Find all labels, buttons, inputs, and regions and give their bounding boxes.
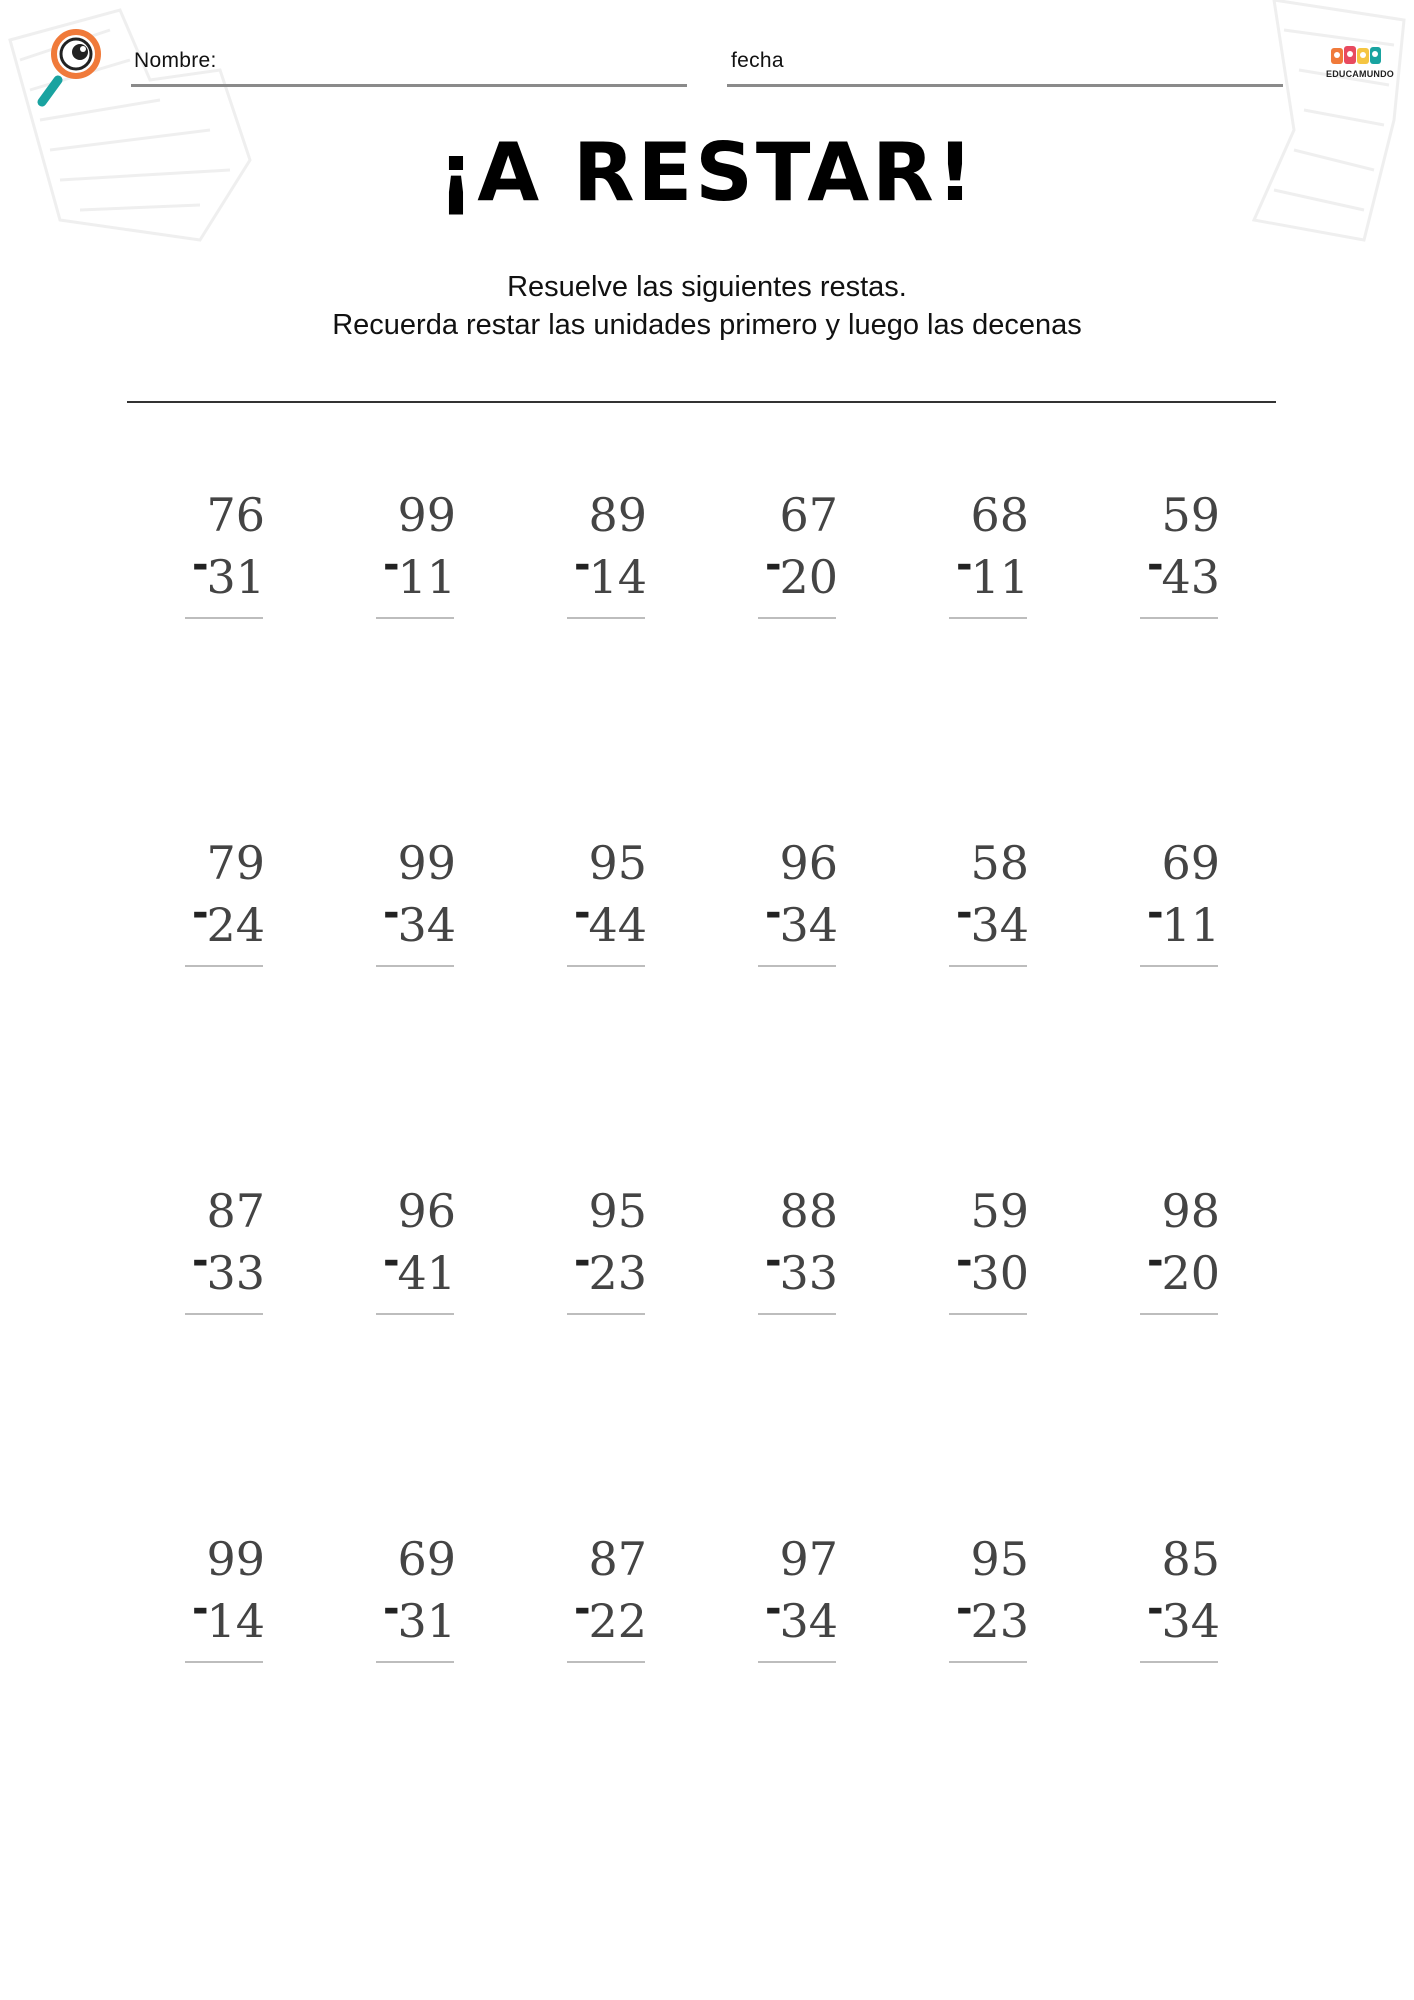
subtrahend: 23: [588, 1246, 647, 1300]
subtraction-problem: [748, 1183, 858, 1323]
subtraction-problem: [557, 835, 667, 975]
minuend: 99: [206, 1532, 265, 1586]
subtrahend: 31: [397, 1594, 456, 1648]
subtraction-problem: [748, 1531, 858, 1671]
subtrahend: 34: [779, 898, 838, 952]
name-label: Nombre:: [134, 49, 217, 72]
answer-line[interactable]: [1140, 1661, 1218, 1663]
subtrahend: 30: [970, 1246, 1029, 1300]
subtraction-problem: [366, 1531, 476, 1671]
answer-line[interactable]: [567, 1313, 645, 1315]
minuend: 88: [779, 1184, 838, 1238]
minus-sign: -: [574, 890, 591, 936]
minuend: 99: [397, 836, 456, 890]
subtraction-problem: [939, 1531, 1049, 1671]
subtraction-problem: [939, 1183, 1049, 1323]
subtrahend: 11: [1161, 898, 1220, 952]
date-label: fecha: [731, 49, 784, 72]
minuend: 95: [588, 836, 647, 890]
minus-sign: -: [956, 890, 973, 936]
subtraction-problem: [557, 487, 667, 627]
subtrahend: 11: [970, 550, 1029, 604]
minus-sign: -: [192, 542, 209, 588]
minus-sign: -: [1147, 1586, 1164, 1632]
answer-line[interactable]: [949, 1661, 1027, 1663]
answer-line[interactable]: [185, 617, 263, 619]
subtrahend: 22: [588, 1594, 647, 1648]
answer-line[interactable]: [758, 617, 836, 619]
subtrahend: 24: [206, 898, 265, 952]
subtraction-problem: [1130, 1531, 1240, 1671]
subtrahend: 44: [588, 898, 647, 952]
subtrahend: 20: [779, 550, 838, 604]
answer-line[interactable]: [567, 965, 645, 967]
minus-sign: -: [383, 1586, 400, 1632]
minuend: 87: [206, 1184, 265, 1238]
minus-sign: -: [765, 890, 782, 936]
minuend: 69: [1161, 836, 1220, 890]
subtrahend: 34: [1161, 1594, 1220, 1648]
minuend: 58: [970, 836, 1029, 890]
minuend: 79: [206, 836, 265, 890]
subtrahend: 14: [588, 550, 647, 604]
answer-line[interactable]: [758, 965, 836, 967]
subtraction-problem: [366, 487, 476, 627]
minus-sign: -: [574, 1238, 591, 1284]
instruction-line-2: Recuerda restar las unidades primero y luego las decenas: [332, 309, 1082, 341]
minuend: 68: [970, 488, 1029, 542]
instruction-line-1: Resuelve las siguientes restas.: [507, 271, 907, 303]
minus-sign: -: [956, 542, 973, 588]
minus-sign: -: [383, 1238, 400, 1284]
answer-line[interactable]: [949, 1313, 1027, 1315]
minuend: 67: [779, 488, 838, 542]
subtrahend: 33: [779, 1246, 838, 1300]
minus-sign: -: [956, 1238, 973, 1284]
subtraction-problem: [748, 487, 858, 627]
minus-sign: -: [383, 542, 400, 588]
minuend: 89: [588, 488, 647, 542]
minus-sign: -: [574, 1586, 591, 1632]
minuend: 99: [397, 488, 456, 542]
minuend: 95: [588, 1184, 647, 1238]
minus-sign: -: [765, 1238, 782, 1284]
page-title: ¡A RESTAR!: [437, 126, 977, 219]
answer-line[interactable]: [185, 1313, 263, 1315]
minuend: 59: [1161, 488, 1220, 542]
subtraction-problem: [557, 1531, 667, 1671]
answer-line[interactable]: [949, 617, 1027, 619]
subtraction-problem: [366, 1183, 476, 1323]
minuend: 95: [970, 1532, 1029, 1586]
minuend: 87: [588, 1532, 647, 1586]
minus-sign: -: [1147, 1238, 1164, 1284]
subtraction-problem: [366, 835, 476, 975]
subtrahend: 33: [206, 1246, 265, 1300]
minus-sign: -: [574, 542, 591, 588]
minus-sign: -: [765, 1586, 782, 1632]
minuend: 85: [1161, 1532, 1220, 1586]
minuend: 59: [970, 1184, 1029, 1238]
subtrahend: 43: [1161, 550, 1220, 604]
minus-sign: -: [383, 890, 400, 936]
subtraction-problem: [175, 1531, 285, 1671]
answer-line[interactable]: [185, 1661, 263, 1663]
answer-line[interactable]: [758, 1661, 836, 1663]
minuend: 98: [1161, 1184, 1220, 1238]
subtraction-problem: [557, 1183, 667, 1323]
minuend: 76: [206, 488, 265, 542]
minus-sign: -: [765, 542, 782, 588]
answer-line[interactable]: [376, 1661, 454, 1663]
subtraction-problem: [1130, 1183, 1240, 1323]
subtrahend: 34: [779, 1594, 838, 1648]
minus-sign: -: [1147, 542, 1164, 588]
minus-sign: -: [192, 890, 209, 936]
subtraction-problem: [748, 835, 858, 975]
answer-line[interactable]: [949, 965, 1027, 967]
subtrahend: 34: [970, 898, 1029, 952]
subtraction-problem: [175, 487, 285, 627]
subtrahend: 11: [397, 550, 456, 604]
minuend: 96: [779, 836, 838, 890]
subtraction-problem: [175, 1183, 285, 1323]
answer-line[interactable]: [567, 1661, 645, 1663]
logo-text: EDUCAMUNDO: [1326, 69, 1394, 79]
minus-sign: -: [192, 1586, 209, 1632]
subtraction-problem: [939, 487, 1049, 627]
minuend: 69: [397, 1532, 456, 1586]
answer-line[interactable]: [185, 965, 263, 967]
answer-line[interactable]: [376, 617, 454, 619]
minuend: 97: [779, 1532, 838, 1586]
minus-sign: -: [192, 1238, 209, 1284]
answer-line[interactable]: [376, 1313, 454, 1315]
subtrahend: 14: [206, 1594, 265, 1648]
subtrahend: 41: [397, 1246, 456, 1300]
subtraction-problem: [1130, 487, 1240, 627]
answer-line[interactable]: [1140, 1313, 1218, 1315]
subtrahend: 20: [1161, 1246, 1220, 1300]
subtraction-problem: [1130, 835, 1240, 975]
subtraction-problem: [939, 835, 1049, 975]
answer-line[interactable]: [567, 617, 645, 619]
minus-sign: -: [956, 1586, 973, 1632]
answer-line[interactable]: [758, 1313, 836, 1315]
minus-sign: -: [1147, 890, 1164, 936]
subtraction-problem: [175, 835, 285, 975]
subtrahend: 23: [970, 1594, 1029, 1648]
subtrahend: 31: [206, 550, 265, 604]
minuend: 96: [397, 1184, 456, 1238]
answer-line[interactable]: [1140, 965, 1218, 967]
subtrahend: 34: [397, 898, 456, 952]
answer-line[interactable]: [376, 965, 454, 967]
answer-line[interactable]: [1140, 617, 1218, 619]
